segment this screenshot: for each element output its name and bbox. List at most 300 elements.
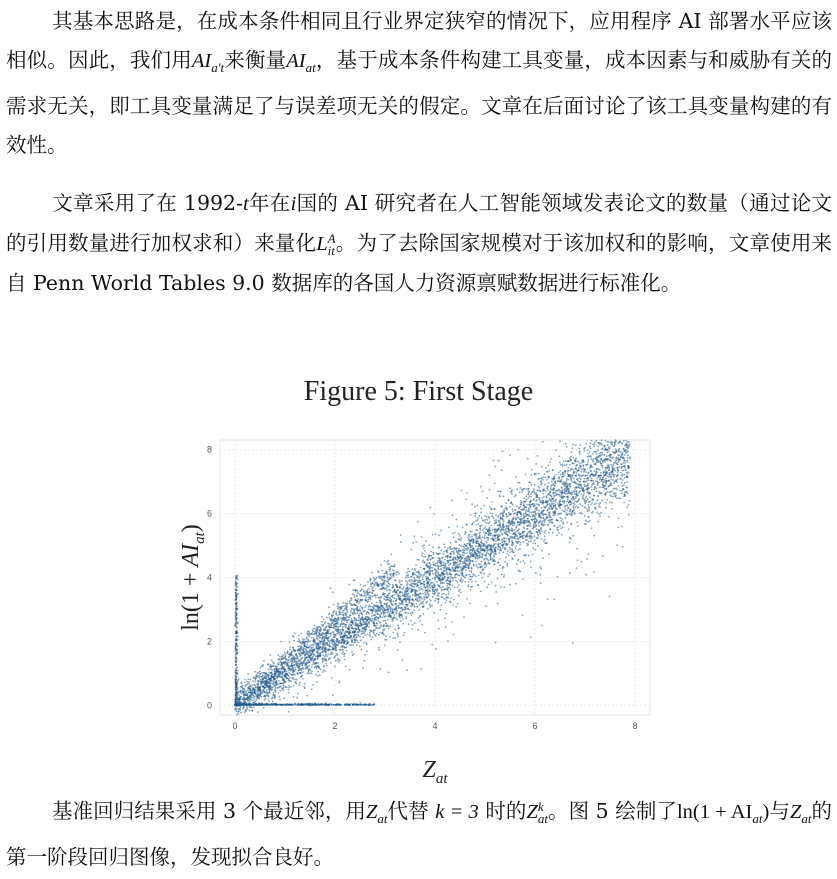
scatter-point xyxy=(461,574,463,576)
scatter-point xyxy=(283,697,285,699)
scatter-point xyxy=(447,547,449,549)
scatter-point xyxy=(406,669,408,671)
scatter-point xyxy=(301,669,303,671)
scatter-point xyxy=(520,515,522,517)
scatter-point xyxy=(612,441,614,443)
scatter-point xyxy=(476,564,478,566)
scatter-point xyxy=(517,449,519,451)
scatter-point xyxy=(616,544,618,546)
scatter-point xyxy=(492,558,494,560)
scatter-point xyxy=(598,476,600,478)
scatter-point xyxy=(464,552,466,554)
scatter-point xyxy=(477,519,479,521)
scatter-point xyxy=(522,521,524,523)
scatter-point xyxy=(609,595,611,597)
scatter-point xyxy=(530,525,532,527)
scatter-point xyxy=(570,479,572,481)
scatter-point xyxy=(480,539,482,541)
scatter-point xyxy=(542,557,544,559)
scatter-point xyxy=(540,484,542,486)
scatter-point xyxy=(392,597,394,599)
scatter-point xyxy=(554,512,556,514)
scatter-point xyxy=(464,533,466,535)
scatter-point xyxy=(423,556,425,558)
scatter-point xyxy=(557,477,559,479)
scatter-point xyxy=(380,616,382,618)
scatter-point xyxy=(291,674,293,676)
scatter-point xyxy=(442,575,444,577)
scatter-point xyxy=(537,545,539,547)
scatter-point xyxy=(511,519,513,521)
scatter-point xyxy=(530,533,532,535)
scatter-point xyxy=(601,452,603,454)
scatter-point xyxy=(598,456,600,458)
scatter-point xyxy=(441,596,443,598)
scatter-point xyxy=(532,537,534,539)
scatter-point xyxy=(414,590,416,592)
scatter-point xyxy=(622,479,624,481)
scatter-point xyxy=(591,478,593,480)
scatter-point xyxy=(440,583,442,585)
scatter-point xyxy=(523,531,525,533)
scatter-point xyxy=(534,474,536,476)
scatter-point xyxy=(473,555,475,557)
scatter-point xyxy=(425,565,427,567)
scatter-point xyxy=(622,451,624,453)
scatter-point xyxy=(390,615,392,617)
scatter-point xyxy=(595,480,597,482)
scatter-point xyxy=(329,645,331,647)
scatter-point xyxy=(449,556,451,558)
scatter-point xyxy=(593,571,595,573)
scatter-point xyxy=(394,598,396,600)
scatter-point xyxy=(570,459,572,461)
scatter-point xyxy=(392,609,394,611)
scatter-point xyxy=(486,516,488,518)
scatter-point xyxy=(559,491,561,493)
scatter-point xyxy=(567,496,569,498)
scatter-point xyxy=(550,519,552,521)
scatter-point xyxy=(540,566,542,568)
scatter-point xyxy=(400,541,402,543)
scatter-point xyxy=(351,626,353,628)
scatter-point xyxy=(373,625,375,627)
scatter-point xyxy=(577,560,579,562)
scatter-point xyxy=(481,549,483,551)
scatter-point xyxy=(268,698,270,700)
scatter-point xyxy=(448,560,450,562)
scatter-point xyxy=(411,628,413,630)
scatter-point xyxy=(256,683,258,685)
scatter-point xyxy=(541,507,543,509)
scatter-point xyxy=(604,449,606,451)
scatter-point xyxy=(419,620,421,622)
scatter-point xyxy=(369,604,371,606)
scatter-point xyxy=(434,578,436,580)
scatter-point xyxy=(353,632,355,634)
scatter-point xyxy=(470,586,472,588)
scatter-point xyxy=(346,630,348,632)
scatter-point xyxy=(522,560,524,562)
scatter-point xyxy=(355,618,357,620)
scatter-point xyxy=(602,460,604,462)
scatter-point xyxy=(591,499,593,501)
scatter-chart xyxy=(170,432,670,787)
scatter-point xyxy=(581,561,583,563)
scatter-point xyxy=(618,461,620,463)
scatter-point xyxy=(461,490,463,492)
scatter-point xyxy=(501,573,503,575)
scatter-point xyxy=(374,605,376,607)
scatter-point xyxy=(508,525,510,527)
scatter-point xyxy=(614,470,616,472)
scatter-point xyxy=(418,587,420,589)
scatter-point xyxy=(562,463,564,465)
scatter-point xyxy=(578,461,580,463)
scatter-point xyxy=(505,557,507,559)
scatter-point xyxy=(482,544,484,546)
scatter-point xyxy=(454,576,456,578)
scatter-point xyxy=(611,466,613,468)
scatter-point xyxy=(261,696,263,698)
scatter-point xyxy=(541,530,543,532)
scatter-point xyxy=(376,602,378,604)
scatter-point xyxy=(445,626,447,628)
scatter-point xyxy=(628,514,630,516)
scatter-point xyxy=(562,526,564,528)
scatter-point xyxy=(445,613,447,615)
scatter-point xyxy=(389,626,391,628)
scatter-point xyxy=(434,563,436,565)
scatter-point xyxy=(484,515,486,517)
scatter-point xyxy=(458,548,460,550)
scatter-point xyxy=(530,482,532,484)
scatter-point xyxy=(300,659,302,661)
scatter-point xyxy=(441,569,443,571)
scatter-point xyxy=(406,608,408,610)
scatter-point xyxy=(342,636,344,638)
scatter-point xyxy=(325,660,327,662)
scatter-point xyxy=(420,567,422,569)
scatter-point xyxy=(590,458,592,460)
scatter-point xyxy=(543,510,545,512)
scatter-point xyxy=(538,523,540,525)
scatter-point xyxy=(459,560,461,562)
scatter-point xyxy=(564,492,566,494)
scatter-point xyxy=(401,603,403,605)
p1-text-3: ，基于成本条件构建工具变量，成本因素与和威胁有关的需求无关，即工具变量满足了与误差项无关的假定。文章在后面讨论了该工具变量构建的有效性。 xyxy=(6,48,833,158)
scatter-point xyxy=(444,567,446,569)
scatter-point xyxy=(465,545,467,547)
scatter-point xyxy=(394,637,396,639)
scatter-point xyxy=(535,463,537,465)
scatter-point xyxy=(445,563,447,565)
scatter-point xyxy=(453,551,455,553)
scatter-point xyxy=(488,534,490,536)
scatter-point xyxy=(372,610,374,612)
scatter-point xyxy=(612,456,614,458)
scatter-point xyxy=(541,497,543,499)
scatter-point xyxy=(458,554,460,556)
scatter-point xyxy=(602,454,604,456)
scatter-point xyxy=(370,609,372,611)
scatter-point xyxy=(514,533,516,535)
p1-text-2: 来衡量 xyxy=(224,48,287,72)
scatter-point xyxy=(430,570,432,572)
scatter-point xyxy=(540,517,542,519)
scatter-point xyxy=(293,696,295,698)
scatter-point xyxy=(376,594,378,596)
scatter-point xyxy=(388,613,390,615)
scatter-point xyxy=(507,522,509,524)
scatter-point xyxy=(424,571,426,573)
scatter-point xyxy=(565,460,567,462)
scatter-point xyxy=(605,440,607,442)
scatter-point xyxy=(516,513,518,515)
scatter-point xyxy=(431,585,433,587)
scatter-point xyxy=(580,485,582,487)
scatter-point xyxy=(562,496,564,498)
scatter-point xyxy=(404,632,406,634)
scatter-point xyxy=(556,508,558,510)
scatter-point xyxy=(494,561,496,563)
scatter-point xyxy=(456,550,458,552)
scatter-point xyxy=(280,683,282,685)
scatter-point xyxy=(469,536,471,538)
scatter-point xyxy=(623,495,625,497)
scatter-point xyxy=(397,636,399,638)
scatter-point xyxy=(384,628,386,630)
scatter-point xyxy=(623,502,625,504)
scatter-point xyxy=(297,660,299,662)
scatter-point xyxy=(458,590,460,592)
scatter-point xyxy=(364,660,366,662)
scatter-point xyxy=(444,578,446,580)
scatter-point xyxy=(422,589,424,591)
scatter-point xyxy=(405,607,407,609)
scatter-point xyxy=(482,529,484,531)
scatter-point xyxy=(552,522,554,524)
scatter-point xyxy=(379,632,381,634)
scatter-point xyxy=(573,507,575,509)
scatter-point xyxy=(277,692,279,694)
scatter-point xyxy=(571,476,573,478)
scatter-point xyxy=(346,640,348,642)
scatter-point xyxy=(320,668,322,670)
scatter-point xyxy=(389,636,391,638)
scatter-point xyxy=(442,577,444,579)
scatter-point xyxy=(560,474,562,476)
scatter-point xyxy=(586,558,588,560)
scatter-point xyxy=(503,521,505,523)
scatter-point xyxy=(377,613,379,615)
scatter-point xyxy=(406,572,408,574)
scatter-point xyxy=(575,505,577,507)
scatter-point xyxy=(623,465,625,467)
scatter-point xyxy=(503,566,505,568)
scatter-point xyxy=(296,679,298,681)
scatter-point xyxy=(598,513,600,515)
scatter-point xyxy=(555,474,557,476)
scatter-point xyxy=(304,687,306,689)
scatter-point xyxy=(526,495,528,497)
scatter-point xyxy=(387,608,389,610)
scatter-point xyxy=(567,488,569,490)
scatter-point xyxy=(307,673,309,675)
scatter-point xyxy=(619,455,621,457)
scatter-point xyxy=(347,637,349,639)
scatter-point xyxy=(336,638,338,640)
scatter-point xyxy=(560,464,562,466)
scatter-point xyxy=(458,575,460,577)
scatter-point xyxy=(581,462,583,464)
scatter-point xyxy=(464,550,466,552)
scatter-point xyxy=(564,482,566,484)
x-tick-label: 4 xyxy=(432,721,438,731)
scatter-point xyxy=(442,586,444,588)
scatter-point xyxy=(457,566,459,568)
scatter-point xyxy=(489,527,491,529)
scatter-point xyxy=(514,538,516,540)
scatter-point xyxy=(536,537,538,539)
scatter-point xyxy=(456,559,458,561)
scatter-point xyxy=(553,495,555,497)
scatter-point xyxy=(627,445,629,447)
scatter-point xyxy=(485,540,487,542)
scatter-point xyxy=(527,533,529,535)
scatter-point xyxy=(628,500,630,502)
scatter-point xyxy=(543,540,545,542)
scatter-point xyxy=(430,606,432,608)
scatter-point xyxy=(360,649,362,651)
scatter-point xyxy=(478,523,480,525)
scatter-point xyxy=(607,491,609,493)
scatter-point xyxy=(537,478,539,480)
scatter-point xyxy=(410,588,412,590)
scatter-point xyxy=(278,696,280,698)
scatter-point xyxy=(613,493,615,495)
scatter-point xyxy=(322,661,324,663)
scatter-point xyxy=(400,534,402,536)
scatter-point xyxy=(350,624,352,626)
scatter-point xyxy=(401,588,403,590)
scatter-point xyxy=(434,600,436,602)
scatter-point xyxy=(418,570,420,572)
scatter-point xyxy=(492,513,494,515)
scatter-point xyxy=(570,493,572,495)
scatter-point xyxy=(588,521,590,523)
scatter-point xyxy=(624,477,626,479)
scatter-point xyxy=(295,669,297,671)
scatter-point xyxy=(275,684,277,686)
scatter-point xyxy=(457,581,459,583)
scatter-point xyxy=(456,519,458,521)
scatter-point xyxy=(453,536,455,538)
scatter-point xyxy=(428,603,430,605)
scatter-point xyxy=(429,544,431,546)
scatter-point xyxy=(362,667,364,669)
scatter-point xyxy=(495,540,497,542)
scatter-point xyxy=(588,479,590,481)
scatter-point xyxy=(561,487,563,489)
scatter-point xyxy=(428,595,430,597)
scatter-point xyxy=(559,525,561,527)
scatter-point xyxy=(578,506,580,508)
scatter-point xyxy=(507,515,509,517)
scatter-point xyxy=(509,487,511,489)
scatter-point xyxy=(333,634,335,636)
scatter-point xyxy=(365,597,367,599)
scatter-point xyxy=(399,603,401,605)
scatter-point xyxy=(559,502,561,504)
scatter-point xyxy=(576,472,578,474)
scatter-point xyxy=(593,495,595,497)
scatter-point xyxy=(545,514,547,516)
scatter-point xyxy=(420,575,422,577)
scatter-point xyxy=(401,614,403,616)
scatter-point xyxy=(489,507,491,509)
scatter-point xyxy=(423,597,425,599)
scatter-point xyxy=(357,631,359,633)
scatter-point xyxy=(349,637,351,639)
scatter-point xyxy=(471,567,473,569)
scatter-point xyxy=(437,561,439,563)
scatter-point xyxy=(528,515,530,517)
scatter-point xyxy=(428,593,430,595)
scatter-point xyxy=(450,542,452,544)
scatter-point xyxy=(443,544,445,546)
scatter-point xyxy=(391,618,393,620)
scatter-point xyxy=(430,564,432,566)
scatter-point xyxy=(499,520,501,522)
scatter-point xyxy=(335,655,337,657)
scatter-point xyxy=(458,538,460,540)
scatter-point xyxy=(370,630,372,632)
scatter-point xyxy=(455,580,457,582)
scatter-point xyxy=(529,531,531,533)
scatter-point xyxy=(424,632,426,634)
scatter-point xyxy=(242,707,244,709)
scatter-point xyxy=(400,610,402,612)
scatter-point xyxy=(498,539,500,541)
scatter-point xyxy=(324,670,326,672)
scatter-point xyxy=(307,662,309,664)
scatter-point xyxy=(564,505,566,507)
scatter-point xyxy=(476,524,478,526)
scatter-point xyxy=(522,578,524,580)
scatter-point xyxy=(351,640,353,642)
scatter-point xyxy=(407,574,409,576)
scatter-point xyxy=(603,471,605,473)
scatter-point xyxy=(611,508,613,510)
paragraph-1 xyxy=(6,2,832,165)
scatter-point xyxy=(591,466,593,468)
scatter-point xyxy=(369,632,371,634)
scatter-point xyxy=(534,535,536,537)
scatter-point xyxy=(463,616,465,618)
scatter-point xyxy=(595,440,597,442)
scatter-point xyxy=(475,581,477,583)
scatter-point xyxy=(508,514,510,516)
scatter-point xyxy=(509,547,511,549)
scatter-point xyxy=(471,560,473,562)
scatter-point xyxy=(439,553,441,555)
scatter-point xyxy=(576,493,578,495)
scatter-point xyxy=(495,514,497,516)
scatter-point xyxy=(418,559,420,561)
scatter-point xyxy=(299,665,301,667)
scatter-point xyxy=(353,579,355,581)
